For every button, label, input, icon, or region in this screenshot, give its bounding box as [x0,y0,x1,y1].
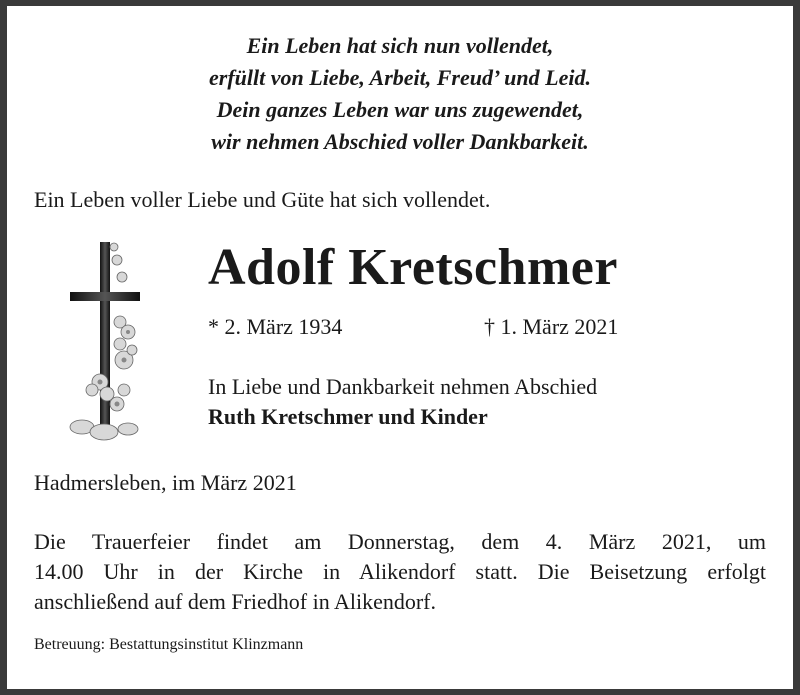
poem-line: erfüllt von Liebe, Arbeit, Freud’ und Leid. [209,65,591,90]
funeral-line: 14.00 Uhr in der Kirche in Alikendorf statt. Die Beisetzung erfolgt [34,559,766,584]
death-date: † 1. März 2021 [484,314,619,339]
birth-date: * 2. März 1934 [208,314,343,339]
poem-line: Dein ganzes Leben war uns zugewendet, [216,97,584,122]
place-date: Hadmersleben, im März 2021 [34,470,297,495]
intro-text: Ein Leben voller Liebe und Güte hat sich vollendet. [34,187,491,212]
funeral-line: Die Trauerfeier findet am Donnerstag, dem 4. März 2021, um [34,529,766,554]
funeral-info [34,527,766,617]
family-names: Ruth Kretschmer und Kinder [208,404,488,429]
poem-line: wir nehmen Abschied voller Dankbarkeit. [211,129,589,154]
poem [0,30,800,158]
farewell-text: In Liebe und Dankbarkeit nehmen Abschied [208,374,598,399]
deceased-name: Adolf Kretschmer [208,239,618,296]
funeral-line: anschließend auf dem Friedhof in Alikendorf. [34,589,437,614]
cross-with-flowers-icon [62,232,152,447]
poem-line: Ein Leben hat sich nun vollendet, [246,33,554,58]
funeral-home-credit: Betreuung: Bestattungsinstitut Klinzmann [34,636,304,653]
